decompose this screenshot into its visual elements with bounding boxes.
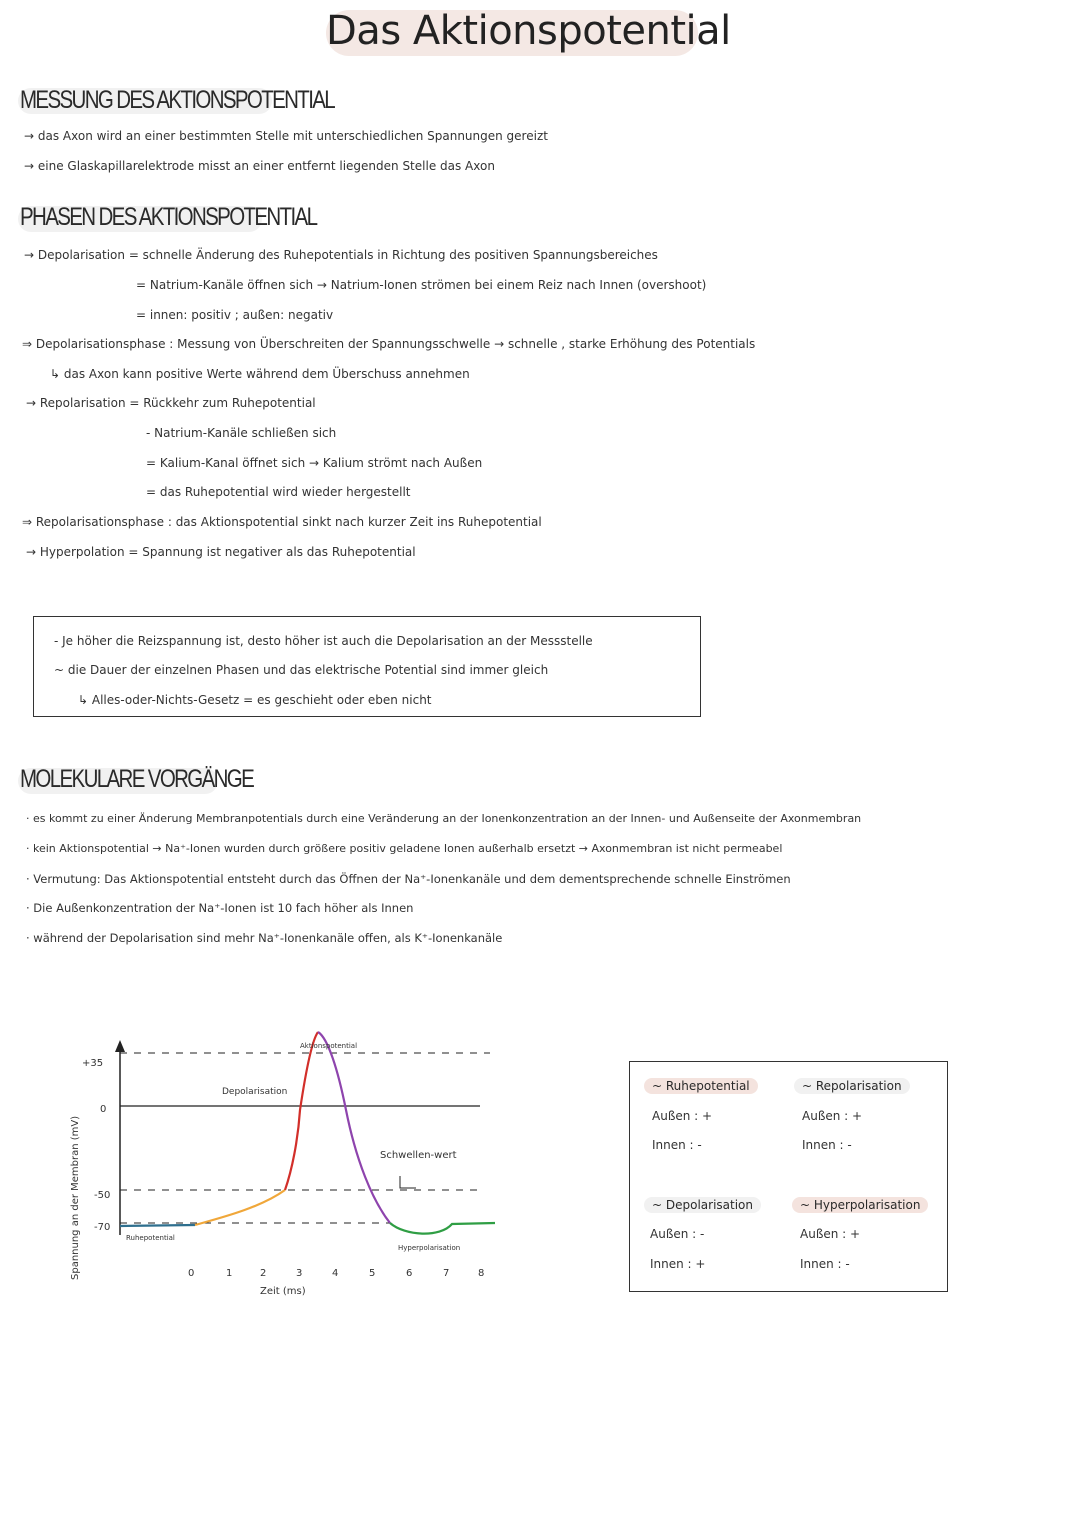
cell-outside: Außen : + <box>802 1109 863 1123</box>
text-line: · kein Aktionspotential → Na⁺-Ionen wurden durch größere positiv geladene Ionen außerhalb ersetzt → Axonmembran ist nicht permeabel <box>26 842 783 855</box>
section-heading-phasen: PHASEN DES AKTIONSPOTENTIAL <box>20 203 317 231</box>
curve-depol <box>285 1032 318 1190</box>
text-line: - Natrium-Kanäle schließen sich <box>146 426 337 440</box>
section-heading-messung: MESSUNG DES AKTIONSPOTENTIAL <box>20 86 335 114</box>
curve-rest <box>120 1225 195 1226</box>
text-line: = innen: positiv ; außen: negativ <box>136 308 334 322</box>
x-tick: 2 <box>260 1268 267 1279</box>
x-tick: 0 <box>188 1268 195 1279</box>
curve-rise <box>195 1190 285 1225</box>
text-line: · es kommt zu einer Änderung Membranpotentials durch eine Veränderung an der Ionenkonzentration an der Innen- und Außenseite der Axonmembran <box>26 812 862 825</box>
cell-title: ~ Hyperpolarisation <box>792 1197 928 1213</box>
text-line: · Vermutung: Das Aktionspotential entsteht durch das Öffnen der Na⁺-Ionenkanäle und dem dementsprechende schnelle Einströmen <box>26 872 791 886</box>
x-tick: 5 <box>369 1268 376 1279</box>
text-line: → Depolarisation = schnelle Änderung des Ruhepotentials in Richtung des positiven Spannungsbereiches <box>24 248 658 262</box>
text-line: → eine Glaskapillarelektrode misst an einer entfernt liegenden Stelle das Axon <box>24 159 495 173</box>
y-axis-label: Spannung an der Membran (mV) <box>70 1115 81 1280</box>
box-line: - Je höher die Reizspannung ist, desto höher ist auch die Depolarisation an der Messstelle <box>54 634 593 648</box>
label-threshold: Schwellen-wert <box>380 1150 457 1161</box>
text-line: · während der Depolarisation sind mehr Na⁺-Ionenkanäle offen, als K⁺-Ionenkanäle <box>26 931 503 945</box>
cell-outside: Außen : - <box>650 1227 705 1241</box>
text-line: · Die Außenkonzentration der Na⁺-Ionen ist 10 fach höher als Innen <box>26 901 414 915</box>
cell-outside: Außen : + <box>652 1109 713 1123</box>
box-line: ↳ Alles-oder-Nichts-Gesetz = es geschieht oder eben nicht <box>78 693 432 707</box>
x-tick: 4 <box>332 1268 339 1279</box>
y-tick: -70 <box>94 1222 111 1233</box>
curve-hyper <box>390 1223 495 1234</box>
cell-title: ~ Repolarisation <box>794 1078 910 1094</box>
text-line: ↳ das Axon kann positive Werte während dem Überschuss annehmen <box>50 367 470 381</box>
text-line: → Hyperpolation = Spannung ist negativer als das Ruhepotential <box>26 545 416 559</box>
label-rest: Ruhepotential <box>126 1234 175 1242</box>
cell-outside: Außen : + <box>800 1227 861 1241</box>
x-tick: 3 <box>296 1268 303 1279</box>
label-peak: Aktionspotential <box>300 1042 358 1050</box>
cell-title: ~ Ruhepotential <box>644 1078 758 1094</box>
cell-inside: Innen : - <box>800 1257 850 1271</box>
y-tick: -50 <box>94 1190 111 1201</box>
text-line: = Natrium-Kanäle öffnen sich → Natrium-Ionen strömen bei einem Reiz nach Innen (overshoot) <box>136 278 707 292</box>
x-tick: 8 <box>478 1268 485 1279</box>
label-hyper: Hyperpolarisation <box>398 1244 461 1252</box>
x-tick: 7 <box>443 1268 450 1279</box>
y-axis-arrow <box>115 1040 125 1052</box>
text-line: = Kalium-Kanal öffnet sich → Kalium strömt nach Außen <box>146 456 483 470</box>
text-line: → Repolarisation = Rückkehr zum Ruhepotential <box>26 396 316 410</box>
y-tick: 0 <box>100 1104 107 1115</box>
x-tick: 1 <box>226 1268 233 1279</box>
section-heading-molekulare: MOLEKULARE VORGÄNGE <box>20 765 254 793</box>
x-axis-label: Zeit (ms) <box>260 1286 306 1297</box>
page-title: Das Aktionspotential <box>326 8 731 54</box>
cell-title: ~ Depolarisation <box>644 1197 761 1213</box>
action-potential-chart <box>60 1030 500 1310</box>
cell-inside: Innen : - <box>802 1138 852 1152</box>
x-tick: 6 <box>406 1268 413 1279</box>
threshold-marker <box>400 1176 416 1188</box>
cell-inside: Innen : + <box>650 1257 706 1271</box>
box-line: ~ die Dauer der einzelnen Phasen und das elektrische Potential sind immer gleich <box>54 663 549 677</box>
text-line: → das Axon wird an einer bestimmten Stelle mit unterschiedlichen Spannungen gereizt <box>24 129 548 143</box>
text-line: ⇒ Depolarisationsphase : Messung von Überschreiten der Spannungsschwelle → schnelle , starke Erhöhung des Potentials <box>22 337 756 351</box>
text-line: = das Ruhepotential wird wieder hergestellt <box>146 485 411 499</box>
y-tick: +35 <box>82 1058 104 1069</box>
cell-inside: Innen : - <box>652 1138 702 1152</box>
curve-repol <box>318 1032 390 1223</box>
label-depol: Depolarisation <box>222 1087 288 1097</box>
text-line: ⇒ Repolarisationsphase : das Aktionspotential sinkt nach kurzer Zeit ins Ruhepotential <box>22 515 542 529</box>
